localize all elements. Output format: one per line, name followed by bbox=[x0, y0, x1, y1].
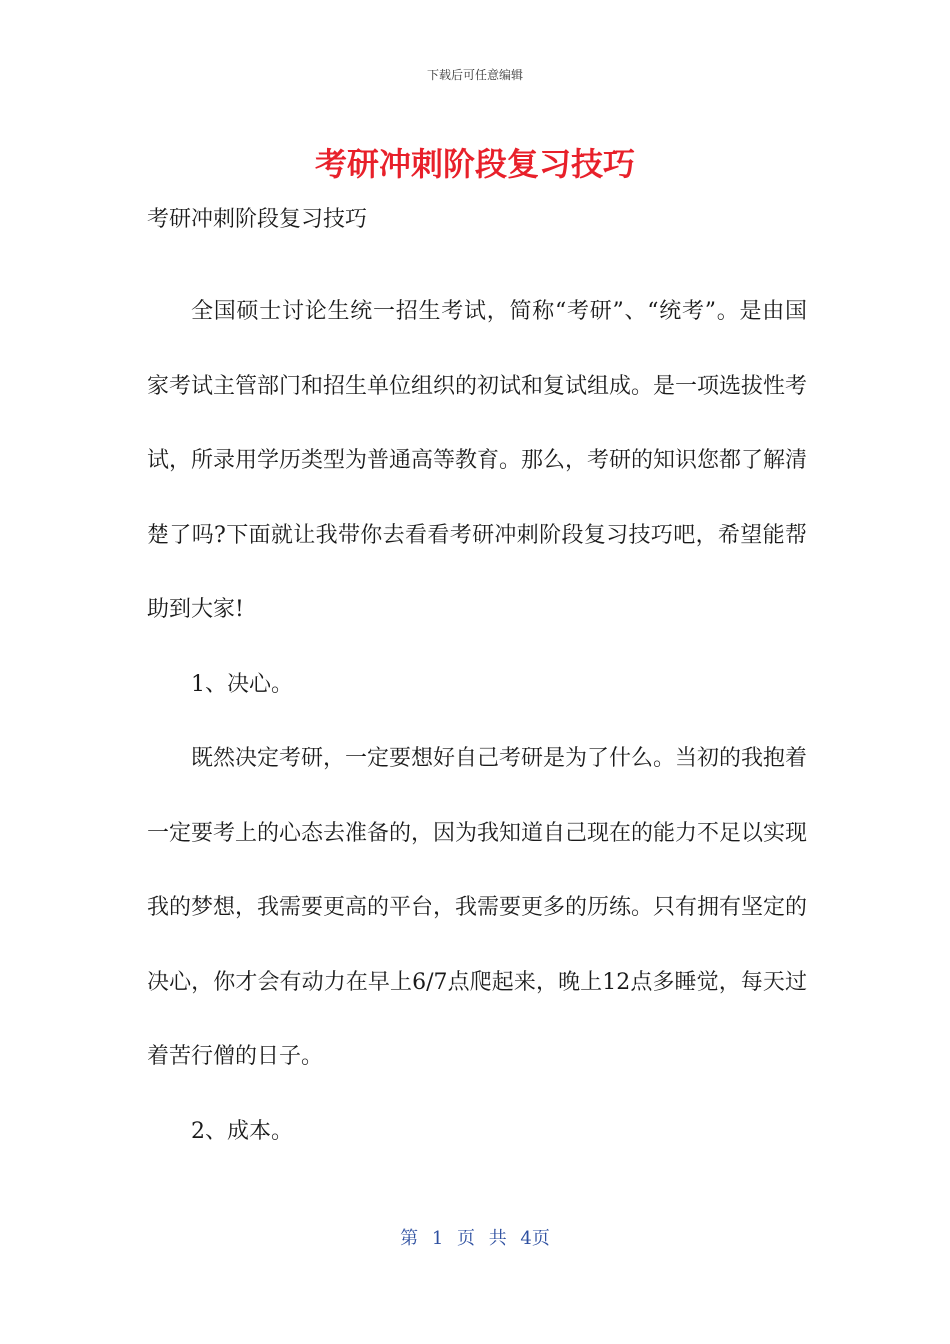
header-note: 下载后可任意编辑 bbox=[426, 68, 523, 82]
document-title: 考研冲刺阶段复习技巧 bbox=[314, 145, 635, 183]
document-body bbox=[147, 275, 807, 1169]
paragraph-intro: 全国硕士讨论生统一招生考试，简称“考研”、“统考”。是由国家考试主管部门和招生单位组织的初试和复试组成。是一项选拔性考试，所录用学历类型为普通高等教育。那么，考研的知识您都了解清楚了吗?下面就让我带你去看看考研冲刺阶段复习技巧吧，希望能帮助到大家! bbox=[147, 299, 808, 622]
paragraph-heading-2: 2、成本。 bbox=[191, 1118, 293, 1144]
page-footer: 第 1 页 共 4页 bbox=[400, 1228, 550, 1249]
paragraph-resolve: 既然决定考研，一定要想好自己考研是为了什么。当初的我抱着一定要考上的心态去准备的，因为我知道自己现在的能力不足以实现我的梦想，我需要更高的平台，我需要更多的历练。只有拥有坚定的决心，你才会有动力在早上6/7点爬起来，晚上12点多睡觉，每天过着苦行僧的日子。 bbox=[147, 746, 808, 1069]
document-subtitle: 考研冲刺阶段复习技巧 bbox=[147, 207, 368, 232]
paragraph-heading-1: 1、决心。 bbox=[191, 671, 293, 697]
